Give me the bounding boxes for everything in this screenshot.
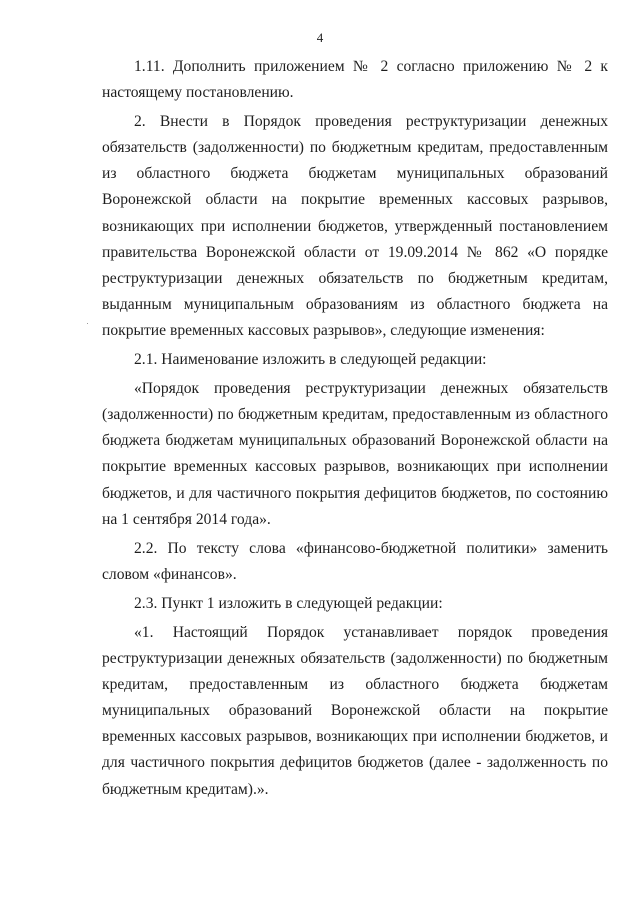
paragraph-1-11: 1.11. Дополнить приложением № 2 согласно приложению № 2 к настоящему постановлению. [102,58,608,102]
paragraph-2-3: 2.3. Пункт 1 изложить в следующей редакции: [134,594,443,612]
paragraph-2-3-quote: «1. Настоящий Порядок устанавливает порядок проведения реструктуризации денежных обязательств (задолженности) по бюджетным кредитам, предоставленным из областного бюджета бюджетам муниципальных образований Воронежской области на покрытие временных кассовых разрывов, возникающих при исполнении бюджетов, и для частичного покрытия дефицитов бюджетов (далее - задолженность по бюджетным кредитам).». [102,623,608,798]
page-number: 4 [316,30,324,45]
paragraph-2-1: 2.1. Наименование изложить в следующей редакции: [134,351,487,369]
document-body [102,54,608,803]
paragraph-2: 2. Внести в Порядок проведения реструктуризации денежных обязательств (задолженности) по бюджетным кредитам, предоставленным из областного бюджета бюджетам муниципальных образований Воронежской области на покрытие временных кассовых разрывов, возникающих при исполнении бюджетов, утвержденный постановлением правительства Воронежской области от 19.09.2014 № 862 «О порядке реструктуризации денежных обязательств по бюджетным кредитам, выданным муниципальным образованиям из областного бюджета на покрытие временных кассовых разрывов», следующие изменения: [102,113,608,339]
paragraph-2-2: 2.2. По тексту слова «финансово-бюджетной политики» заменить словом «финансов». [102,539,608,583]
paragraph-2-1-quote: «Порядок проведения реструктуризации денежных обязательств (задолженности) по бюджетным кредитам, предоставленным из областного бюджета бюджетам муниципальных образований Воронежской области на покрытие временных кассовых разрывов, возникающих при исполнении бюджетов, и для частичного покрытия дефицитов бюджетов, по состоянию на 1 сентября 2014 года». [102,380,608,528]
scan-dot [87,323,88,324]
